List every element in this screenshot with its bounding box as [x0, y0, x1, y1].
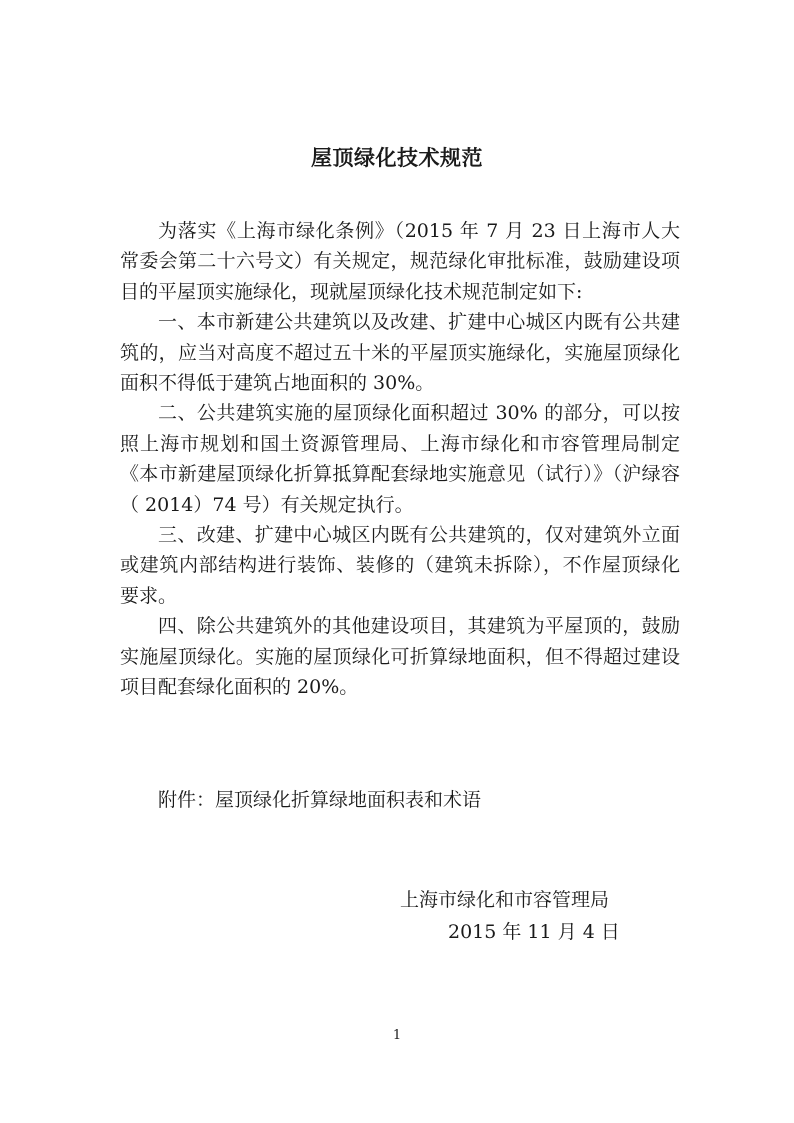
document-body [120, 216, 680, 703]
issuing-organization: 上海市绿化和市容管理局 [400, 889, 610, 911]
clause-1-paragraph: 一、本市新建公共建筑以及改建、扩建中心城区内既有公共建筑的，应当对高度不超过五十米的平屋顶实施绿化，实施屋顶绿化面积不得低于建筑占地面积的 30%。 [120, 311, 680, 395]
attachment-note: 附件：屋顶绿化折算绿地面积表和术语 [158, 789, 482, 811]
clause-4-paragraph: 四、除公共建筑外的其他建设项目，其建筑为平屋顶的，鼓励实施屋顶绿化。实施的屋顶绿化可折算绿地面积，但不得超过建设项目配套绿化面积的 20%。 [120, 615, 680, 699]
clause-3-paragraph: 三、改建、扩建中心城区内既有公共建筑的，仅对建筑外立面或建筑内部结构进行装饰、装修的（建筑未拆除），不作屋顶绿化要求。 [120, 524, 680, 607]
signature-block [400, 884, 620, 948]
intro-paragraph: 为落实《上海市绿化条例》（2015 年 7 月 23 日上海市人大常委会第二十六号文）有关规定，规范绿化审批标准，鼓励建设项目的平屋顶实施绿化，现就屋顶绿化技术规范制定如下: [120, 220, 680, 303]
page-number: 1 [392, 1028, 402, 1043]
document-title: 屋顶绿化技术规范 [311, 146, 483, 170]
clause-2-paragraph: 二、公共建筑实施的屋顶绿化面积超过 30% 的部分，可以按照上海市规划和国土资源管理局、上海市绿化和市容管理局制定《本市新建屋顶绿化折算抵算配套绿地实施意见（试行）》（沪绿容（ 2014）74 号）有关规定执行。 [120, 402, 680, 516]
issue-date: 2015 年 11 月 4 日 [448, 921, 620, 943]
